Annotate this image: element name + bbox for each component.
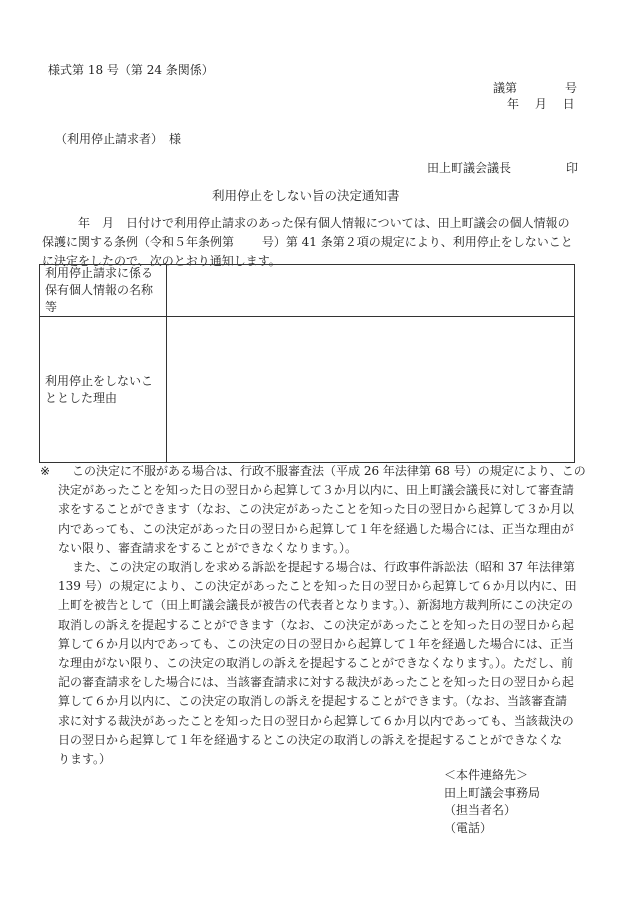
note-line: 上町を被告として（田上町議会議長が被告の代表者となります。）、新潟地方裁判所にこの決定の [58, 598, 574, 613]
table-row [40, 265, 575, 317]
issuer-title: 田上町議会議長 [427, 161, 512, 175]
label-line: ととした理由 [45, 390, 118, 405]
note-line: 求をすることができます（なお、この決定があったことを知った日の翌日から起算して３か月以 [58, 502, 574, 517]
note-line: 求に対する裁決があったことを知った日の翌日から起算して６か月以内であっても、当該裁決の [58, 713, 574, 728]
note-line: ります。） [58, 752, 112, 767]
note-line: 取消しの訴えを提起することができます（なお、この決定があったことを知った日の翌日から起 [58, 617, 574, 632]
note-line: な理由がない限り、この決定の取消しの訴えを提起することができなくなります。）。ただし、前 [58, 656, 574, 671]
page-title: 利用停止をしない旨の決定通知書 [212, 188, 400, 203]
note-line: この決定に不服がある場合は、行政不服審査法（平成 26 年法律第 68 号）の規定により、この [72, 464, 586, 478]
row-value-info-name [167, 265, 575, 317]
addressee: （利用停止請求者） 様 [55, 132, 182, 146]
label-line: 等 [45, 300, 58, 314]
intro-paragraph [42, 214, 573, 271]
intro-line: 保護に関する条例（令和５年条例第 号）第 41 条第２項の規定により、利用停止をしないこと [42, 235, 573, 249]
intro-line: 年 月 日付けで利用停止請求のあった保有個人情報については、田上町議会の個人情報の [42, 216, 570, 230]
note-line: 内であっても、この決定があった日の翌日から起算して１年を経過した場合には、正当な理由が [58, 521, 574, 536]
label-line: 保有個人情報の名称 [45, 283, 154, 297]
note-line: また、この決定の取消しを求める訴訟を提起する場合は、行政事件訴訟法（昭和 37 年法律第 [72, 560, 575, 574]
note-line: 日の翌日から起算して１年を経過するとこの決定の取消しの訴えを提起することができなくな [58, 732, 563, 747]
note-line: 算して６か月以内であっても、この決定の日の翌日から起算して１年を経過した場合には、正当 [58, 636, 574, 651]
note-paragraph-lawsuit [58, 558, 577, 769]
label-line: 利用停止をしないこ [45, 373, 154, 388]
contact-heading: ＜本件連絡先＞ [444, 768, 529, 782]
seal-mark: 印 [566, 161, 579, 175]
form-label: 様式第 18 号（第 24 条関係） [48, 63, 214, 77]
note-line: 139 号）の規定により、この決定があったことを知った日の翌日から起算して６か月以内に、田 [58, 579, 577, 594]
note-line: 決定があったことを知った日の翌日から起算して３か月以内に、田上町議会議長に対して審査請 [58, 483, 574, 498]
note-line: 算して６か月以内に、この決定の取消しの訴えを提起することができます。（なお、当該審査請 [58, 694, 568, 709]
label-line: 利用停止請求に係る [45, 266, 154, 280]
note-paragraph-appeal [58, 462, 586, 558]
note-mark: ※ [40, 464, 51, 478]
row-label-info-name [40, 265, 167, 317]
row-label-reason [40, 317, 167, 463]
contact-phone: （電話） [444, 820, 493, 835]
document-number: 議第 号 [493, 81, 578, 95]
note-line: ない限り、審査請求をすることができなくなります。）。 [58, 540, 358, 555]
contact-office: 田上町議会事務局 [444, 785, 541, 800]
table-row [40, 317, 575, 463]
intro-line: に決定をしたので、次のとおり通知します。 [42, 254, 281, 268]
decision-table [39, 264, 575, 463]
contact-block [444, 767, 540, 837]
row-value-reason [167, 317, 575, 463]
contact-person: （担当者名） [444, 803, 517, 817]
note-line: 記の審査請求をした場合には、当該審査請求に対する裁決があったことを知った日の翌日から起 [58, 675, 574, 690]
issue-date: 年 月 日 [507, 97, 575, 111]
